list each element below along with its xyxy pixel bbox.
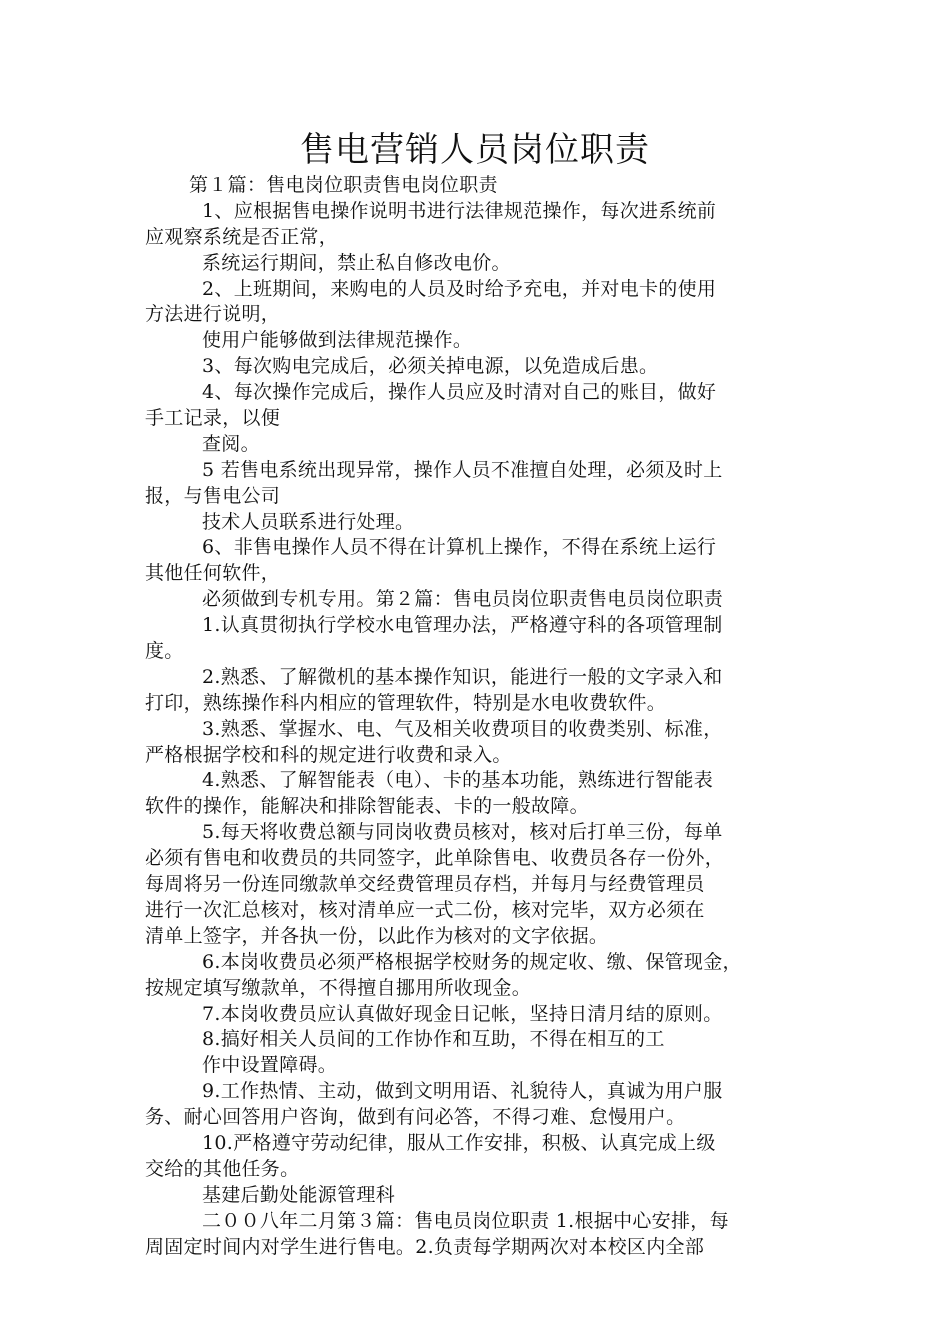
paragraph-line: 二００八年二月第３篇：售电员岗位职责 1.根据中心安排，每 xyxy=(202,1209,729,1232)
paragraph-line: 3、每次购电完成后，必须关掉电源，以免造成后患。 xyxy=(202,355,659,378)
paragraph-line: 必须做到专机专用。第２篇：售电员岗位职责售电员岗位职责 xyxy=(202,588,724,611)
paragraph-line: 周固定时间内对学生进行售电。2.负责每学期两次对本校区内全部 xyxy=(145,1235,705,1258)
paragraph-line: 4.熟悉、了解智能表（电）、卡的基本功能，熟练进行智能表 xyxy=(202,769,714,792)
paragraph-line: 系统运行期间，禁止私自修改电价。 xyxy=(202,251,511,274)
paragraph-line: 务、耐心回答用户咨询，做到有问必答，不得刁难、怠慢用户。 xyxy=(145,1106,686,1129)
paragraph-line: 8.搞好相关人员间的工作协作和互助，不得在相互的工 xyxy=(202,1028,665,1051)
paragraph-line: 报，与售电公司 xyxy=(145,484,281,507)
paragraph-line: 5 若售电系统出现异常，操作人员不准擅自处理，必须及时上 xyxy=(202,458,723,481)
paragraph-line: 1.认真贯彻执行学校水电管理办法，严格遵守科的各项管理制 xyxy=(202,614,723,637)
paragraph-line: 作中设置障碍。 xyxy=(202,1054,338,1077)
paragraph-line: 进行一次汇总核对，核对清单应一式二份，核对完毕，双方必须在 xyxy=(145,898,705,921)
paragraph-line: 2、上班期间，来购电的人员及时给予充电，并对电卡的使用 xyxy=(202,277,717,300)
paragraph-line: 1、应根据售电操作说明书进行法律规范操作，每次进系统前 xyxy=(202,199,717,222)
paragraph-line: 手工记录，以便 xyxy=(145,407,281,430)
paragraph-line: 按规定填写缴款单，不得擅自挪用所收现金。 xyxy=(145,976,532,999)
paragraph-line: 严格根据学校和科的规定进行收费和录入。 xyxy=(145,743,512,766)
paragraph-line: 使用户能够做到法律规范操作。 xyxy=(202,329,473,352)
paragraph-line: 方法进行说明， xyxy=(145,303,281,326)
paragraph-line: 3.熟悉、掌握水、电、气及相关收费项目的收费类别、标准， xyxy=(202,717,723,740)
paragraph-line: 软件的操作，能解决和排除智能表、卡的一般故障。 xyxy=(145,795,589,818)
paragraph-line: 9.工作热情、主动，做到文明用语、礼貌待人，真诚为用户服 xyxy=(202,1080,723,1103)
paragraph-line: 5.每天将收费总额与同岗收费员核对，核对后打单三份，每单 xyxy=(202,821,723,844)
paragraph-line: 应观察系统是否正常， xyxy=(145,225,339,248)
paragraph-line: 7.本岗收费员应认真做好现金日记帐，坚持日清月结的原则。 xyxy=(202,1002,723,1025)
paragraph-line: 技术人员联系进行处理。 xyxy=(202,510,415,533)
paragraph-line: 打印，熟练操作科内相应的管理软件，特别是水电收费软件。 xyxy=(145,691,667,714)
section-heading: 第１篇：售电岗位职责售电岗位职责 xyxy=(189,174,498,196)
document-body xyxy=(145,173,817,1260)
paragraph-line: 2.熟悉、了解微机的基本操作知识，能进行一般的文字录入和 xyxy=(202,665,723,688)
paragraph-line: 10.严格遵守劳动纪律，服从工作安排，积极、认真完成上级 xyxy=(202,1131,716,1154)
paragraph-line: 其他任何软件， xyxy=(145,562,281,585)
paragraph-line: 度。 xyxy=(145,640,184,663)
paragraph-line: 6.本岗收费员必须严格根据学校财务的规定收、缴、保管现金， xyxy=(202,950,742,973)
signature-line: 基建后勤处能源管理科 xyxy=(202,1183,396,1206)
page-title: 售电营销人员岗位职责 xyxy=(300,130,650,170)
paragraph-line: 4、每次操作完成后，操作人员应及时清对自己的账目，做好 xyxy=(202,381,717,404)
paragraph-line: 6、非售电操作人员不得在计算机上操作，不得在系统上运行 xyxy=(202,536,717,559)
paragraph-line: 查阅。 xyxy=(202,432,260,455)
paragraph-line: 每周将另一份连同缴款单交经费管理员存档，并每月与经费管理员 xyxy=(145,873,705,896)
paragraph-line: 清单上签字，并各执一份，以此作为核对的文字依据。 xyxy=(145,924,609,947)
paragraph-line: 交给的其他任务。 xyxy=(145,1157,300,1180)
paragraph-line: 必须有售电和收费员的共同签字，此单除售电、收费员各存一份外， xyxy=(145,847,725,870)
